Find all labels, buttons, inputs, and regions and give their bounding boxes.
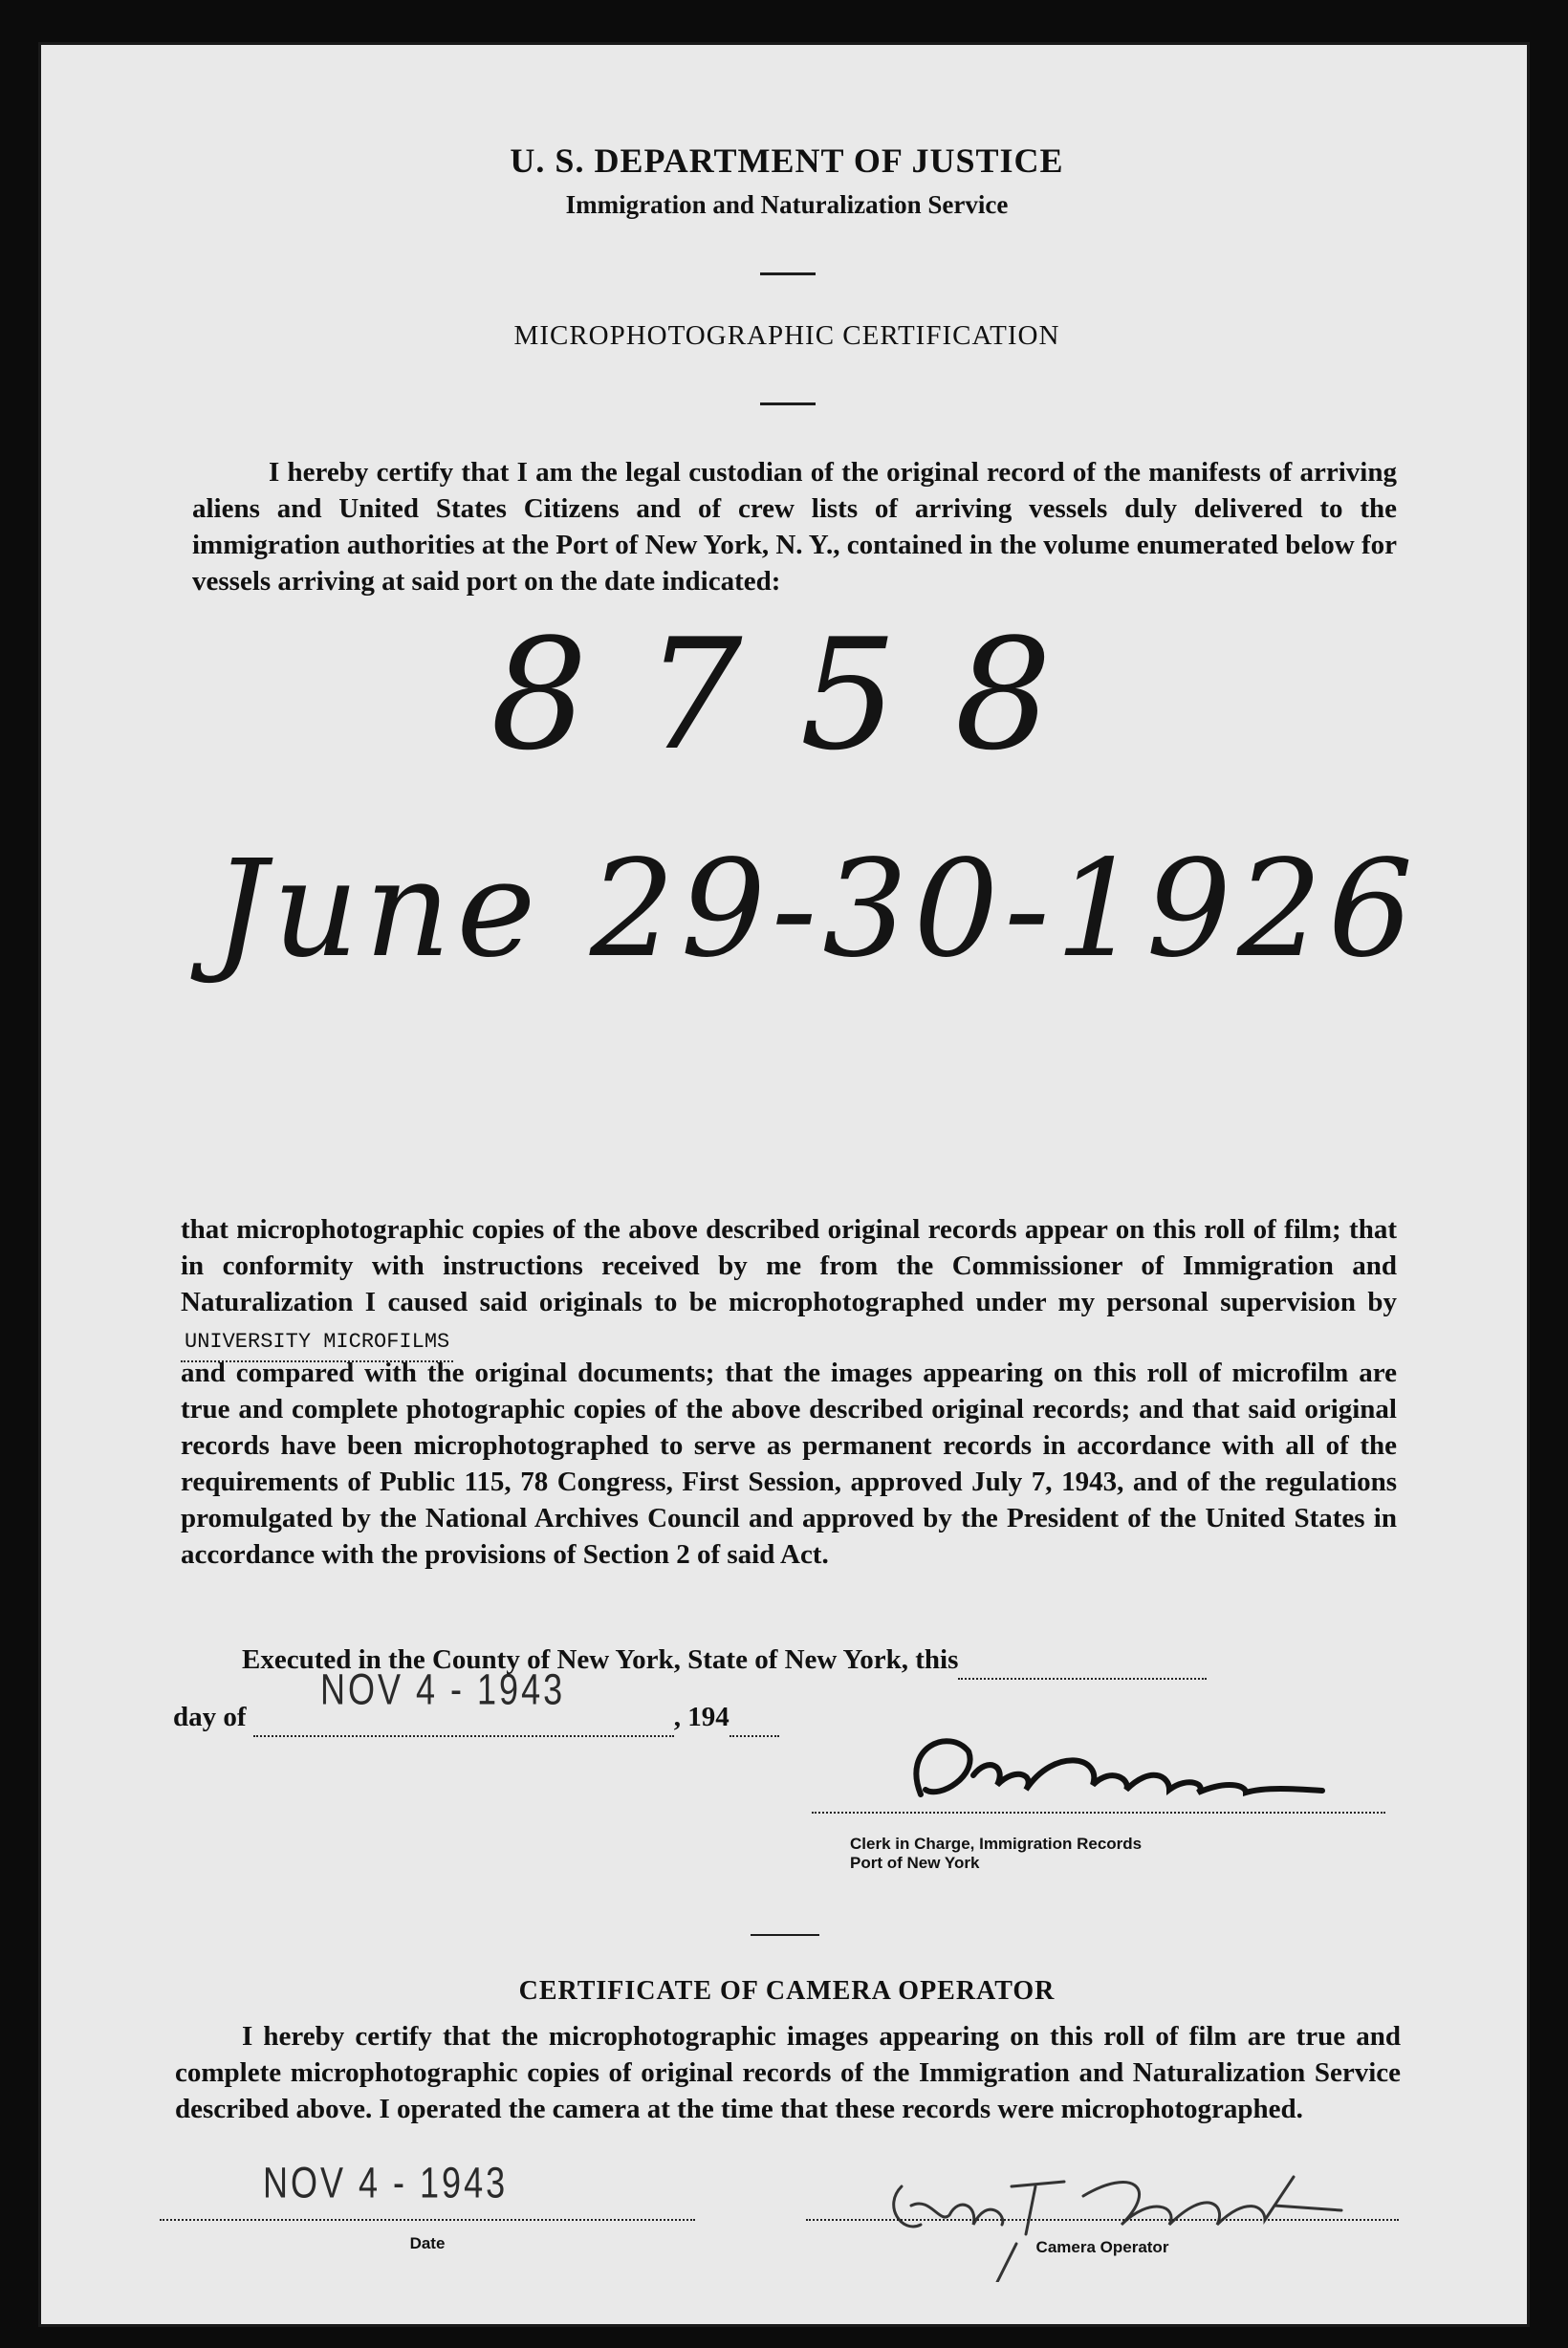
certification-body-part1: that microphotographic copies of the above described original records appear on this roll of film; that in conformity with instructions received by me from the Commissioner of Immigration and Naturalization I caused said originals to be microphotographed under my personal supervision by xyxy=(181,1214,1397,1317)
executed-text: Executed in the County of New York, State of New York, this xyxy=(242,1644,959,1675)
camera-operator-signature-line xyxy=(806,2202,1399,2221)
date-line xyxy=(160,2202,695,2221)
year-prefix: , 194 xyxy=(673,1702,730,1732)
clerk-title-line2: Port of New York xyxy=(850,1854,980,1872)
title-divider xyxy=(760,402,816,405)
camera-operator-label: Camera Operator xyxy=(1035,2238,1169,2256)
header-divider xyxy=(760,272,816,275)
certification-body-part2: and compared with the original documents; that the images appearing on this roll of microfilm are true and complete photographic copies of the above described original records; and that said original records have been microphotographed to serve as permanent records in accordance with all of the requirements of Public 115, 78 Congress, First Session, approved July 7, 1943, and of the regulations promulgated by the National Archives Council and approved by the President of the United States in accordance with the provisions of Section 2 of said Act. xyxy=(181,1358,1397,1570)
clerk-signature-line xyxy=(812,1794,1385,1814)
day-of-label: day of xyxy=(173,1702,247,1732)
department-heading: U. S. DEPARTMENT OF JUSTICE xyxy=(510,141,1064,180)
certificate-page xyxy=(38,42,1530,2327)
section-divider xyxy=(751,1934,819,1936)
clerk-title-line1: Clerk in Charge, Immigration Records xyxy=(850,1835,1143,1853)
date-label: Date xyxy=(409,2234,446,2252)
handwritten-volume-number: 8758 xyxy=(490,605,1110,784)
service-subheading: Immigration and Naturalization Service xyxy=(565,190,1009,219)
form-title: MICROPHOTOGRAPHIC CERTIFICATION xyxy=(513,320,1060,351)
camera-certificate-text: I hereby certify that the microphotographic images appearing on this roll of film are true and complete microphotographic copies of original records of the Immigration and Naturalization Service described above. I operated the camera at the time that these records were microphotographed. xyxy=(175,2021,1401,2124)
date-stamp: NOV 4 - 1943 xyxy=(263,2158,509,2207)
photographer-field: UNIVERSITY MICROFILMS xyxy=(181,1324,453,1362)
clerk-signature xyxy=(882,1708,1361,1833)
handwritten-date: June 29-30-1926 xyxy=(213,832,1419,988)
executed-day-field xyxy=(958,1641,1207,1680)
year-field xyxy=(730,1699,779,1737)
day-of-stamp: NOV 4 - 1943 xyxy=(320,1664,566,1714)
custodian-statement: I hereby certify that I am the legal custodian of the original record of the manifests of arriving aliens and United States Citizens and of crew lists of arriving vessels duly delivered to the immigration authorities at the Port of New York, N. Y., contained in the volume enumerated below for vessels arriving at said port on the date indicated: xyxy=(192,457,1397,597)
camera-certificate-title: CERTIFICATE OF CAMERA OPERATOR xyxy=(518,1976,1056,2006)
